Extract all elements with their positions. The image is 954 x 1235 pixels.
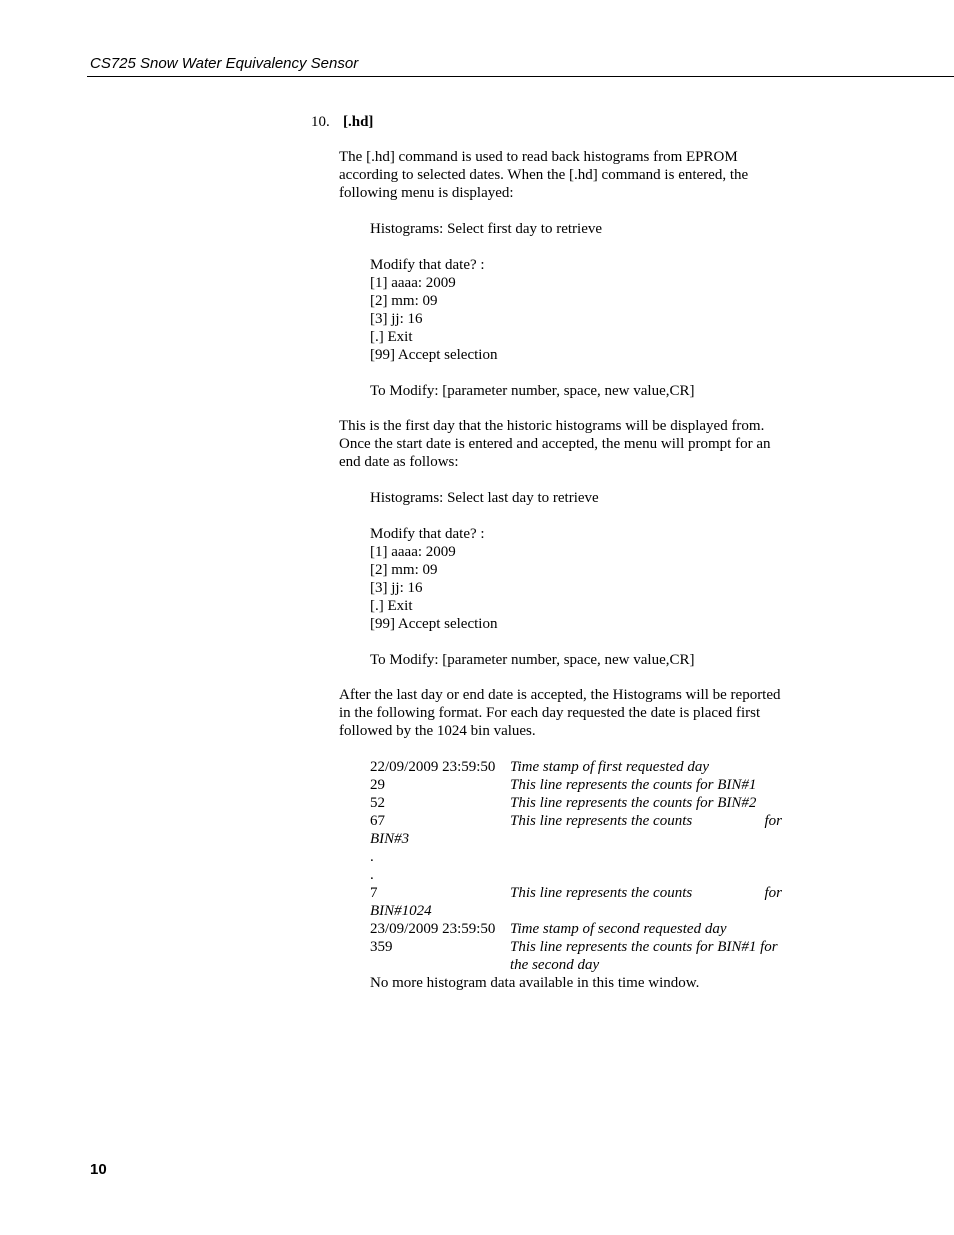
page-header-title: CS725 Snow Water Equivalency Sensor	[90, 55, 359, 72]
output-value: 359	[370, 939, 393, 955]
menu-option: [3] jj: 16	[370, 311, 423, 327]
menu-option: [.] Exit	[370, 329, 413, 345]
output-description: This line represents the counts for	[510, 813, 782, 829]
output-closing-message: No more histogram data available in this time window.	[370, 975, 700, 991]
menu-modify-hint: To Modify: [parameter number, space, new value,CR]	[370, 383, 695, 399]
histogram-output-example	[370, 758, 800, 992]
output-value: 23/09/2009 23:59:50	[370, 921, 496, 937]
menu-prompt: Modify that date? :	[370, 526, 485, 542]
output-value: 7	[370, 885, 378, 901]
output-description: This line represents the counts for BIN#1 for	[510, 939, 778, 955]
output-description: This line represents the counts for BIN#1	[510, 777, 757, 793]
output-description-continuation: the second day	[510, 957, 600, 973]
menu-option: [99] Accept selection	[370, 347, 498, 363]
last-day-menu	[370, 489, 800, 669]
output-row	[370, 794, 800, 812]
output-value: 22/09/2009 23:59:50	[370, 759, 496, 775]
menu-option: [.] Exit	[370, 598, 413, 614]
menu-modify-hint: To Modify: [parameter number, space, new value,CR]	[370, 652, 695, 668]
output-row	[370, 938, 800, 956]
intro-paragraph: The [.hd] command is used to read back histograms from EPROM according to selected dates. When the [.hd] command is entered, the following menu is displayed:	[339, 149, 749, 201]
output-description-continuation: BIN#3	[370, 831, 410, 847]
menu-option: [2] mm: 09	[370, 293, 438, 309]
output-row	[370, 920, 800, 938]
middle-paragraph: This is the first day that the historic histograms will be displayed from. Once the start date is entered and accepted, the menu will prompt for an end date as follows:	[339, 418, 771, 470]
first-day-menu	[370, 220, 800, 400]
section-title: [.hd]	[343, 114, 374, 130]
page-number: 10	[90, 1161, 107, 1178]
output-value: 67	[370, 813, 385, 829]
output-row	[370, 884, 800, 902]
output-description: This line represents the counts for	[510, 885, 782, 901]
output-description: Time stamp of second requested day	[510, 921, 727, 937]
menu-heading: Histograms: Select first day to retrieve	[370, 221, 603, 237]
section-number: 10.	[311, 114, 330, 130]
menu-option: [1] aaaa: 2009	[370, 544, 456, 560]
output-description: This line represents the counts for BIN#2	[510, 795, 757, 811]
menu-prompt: Modify that date? :	[370, 257, 485, 273]
output-row	[370, 812, 800, 830]
menu-option: [3] jj: 16	[370, 580, 423, 596]
menu-option: [2] mm: 09	[370, 562, 438, 578]
menu-option: [1] aaaa: 2009	[370, 275, 456, 291]
output-description: Time stamp of first requested day	[510, 759, 710, 775]
output-row	[370, 776, 800, 794]
output-description-continuation: BIN#1024	[370, 903, 432, 919]
output-ellipsis-dot: .	[370, 849, 374, 865]
output-value: 52	[370, 795, 385, 811]
output-row	[370, 758, 800, 776]
menu-heading: Histograms: Select last day to retrieve	[370, 490, 599, 506]
output-ellipsis-dot: .	[370, 867, 374, 883]
menu-option: [99] Accept selection	[370, 616, 498, 632]
output-value: 29	[370, 777, 385, 793]
header-rule	[87, 76, 954, 77]
after-paragraph: After the last day or end date is accepted, the Histograms will be reported in the following format. For each day requested the date is placed first followed by the 1024 bin values.	[339, 687, 781, 739]
